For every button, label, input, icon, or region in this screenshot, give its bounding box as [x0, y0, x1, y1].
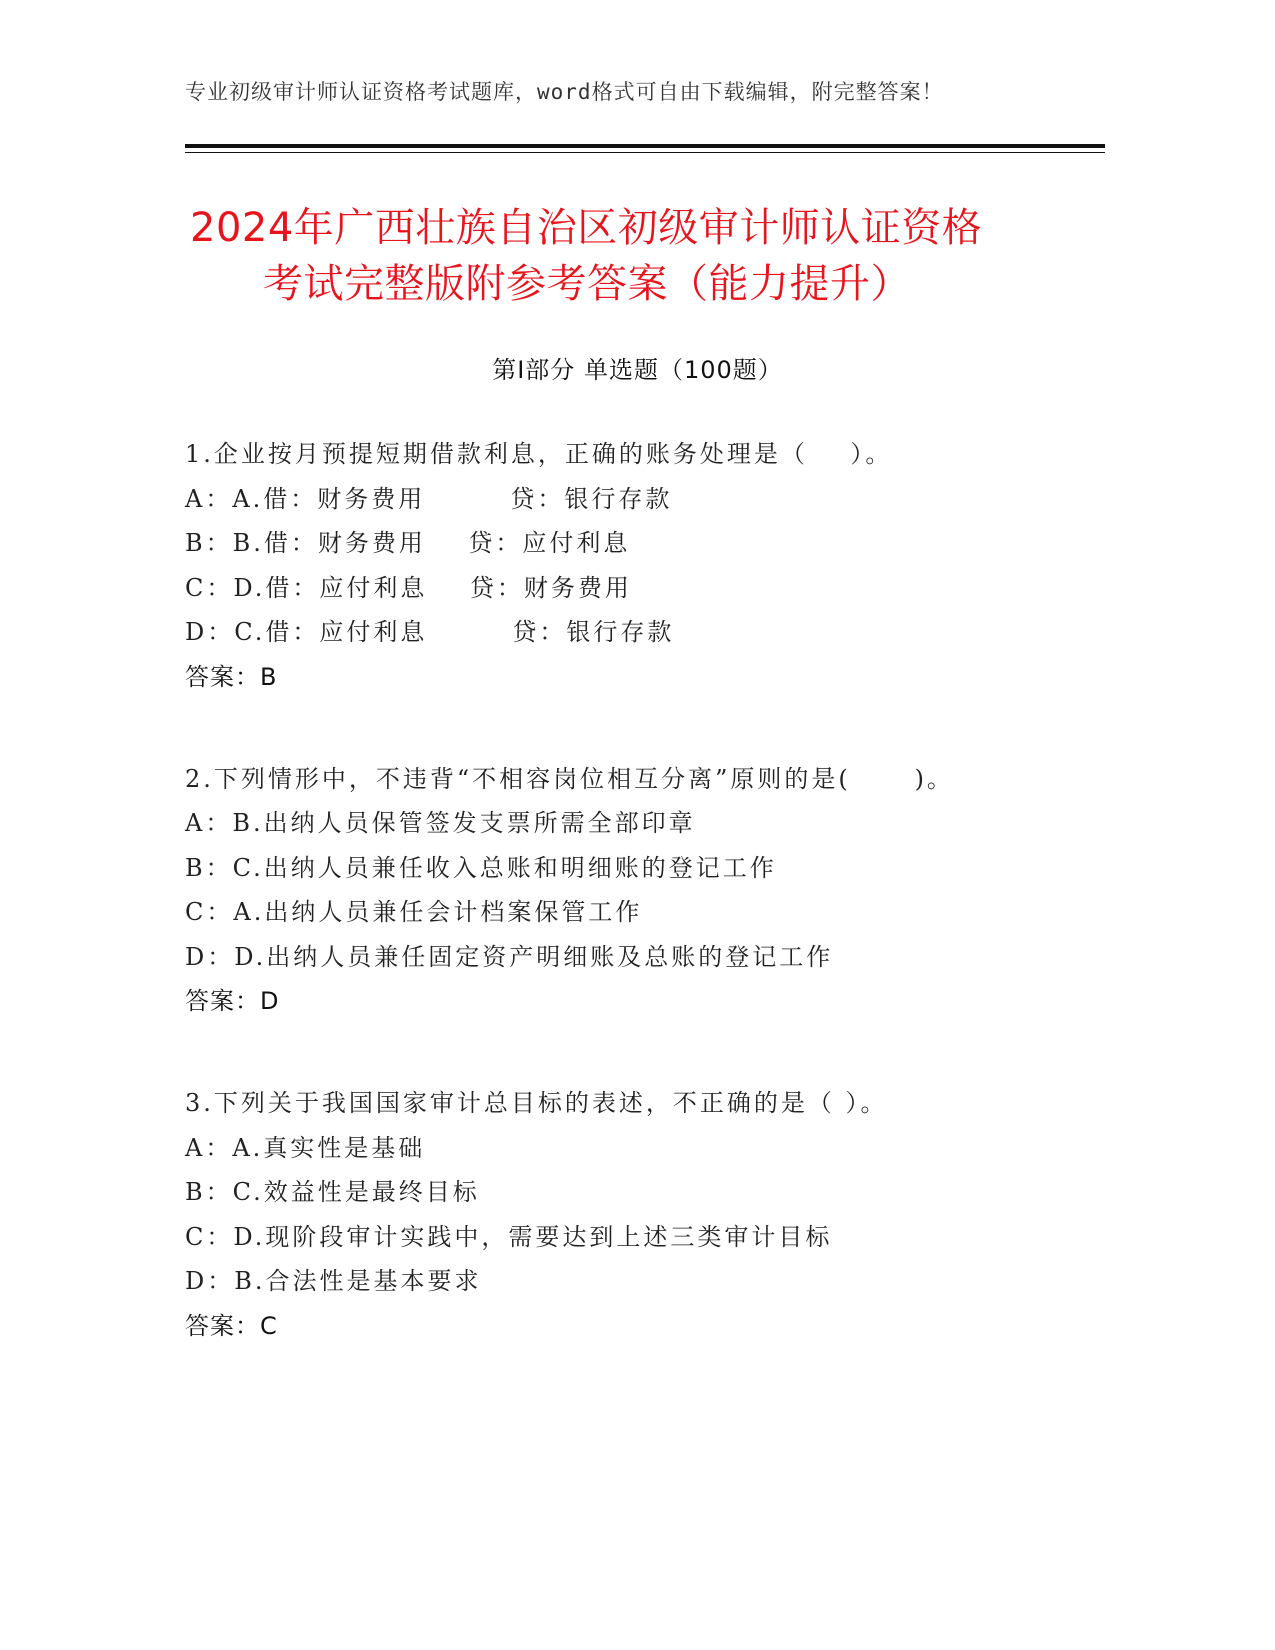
- question-stem: 3.下列关于我国国家审计总目标的表述，不正确的是（ ）。: [185, 1089, 888, 1117]
- question-1: [185, 432, 1105, 699]
- option-a: A：A.借：财务费用 贷：银行存款: [185, 484, 673, 513]
- answer-key: 答案：D: [185, 987, 280, 1015]
- section-title: 第Ⅰ部分 单选题（100题）: [492, 356, 783, 384]
- question-3: [185, 1081, 1105, 1348]
- document-title-line-1: 2024年广西壮族自治区初级审计师认证资格: [190, 205, 983, 251]
- header-rule-thin: [185, 152, 1105, 153]
- option-d: D：B.合法性是基本要求: [185, 1267, 482, 1295]
- option-c: C：A.出纳人员兼任会计档案保管工作: [185, 898, 643, 926]
- question-list: [185, 432, 1105, 1406]
- answer-key: 答案：C: [185, 1311, 278, 1340]
- header-rule-thick: [185, 144, 1105, 148]
- answer-key: 答案：B: [185, 662, 278, 691]
- question-2: [185, 757, 1105, 1024]
- question-stem: 1.企业按月预提短期借款利息，正确的账务处理是（ ）。: [185, 440, 893, 468]
- question-stem: 2.下列情形中，不违背“不相容岗位相互分离”原则的是( )。: [185, 764, 954, 793]
- option-b: B：C.效益性是最终目标: [185, 1178, 480, 1206]
- option-c: C：D.现阶段审计实践中，需要达到上述三类审计目标: [185, 1222, 833, 1251]
- option-a: A：A.真实性是基础: [185, 1133, 426, 1162]
- option-b: B：B.借：财务费用 贷：应付利息: [185, 529, 631, 557]
- document-title-line-2: 考试完整版附参考答案（能力提升）: [263, 261, 911, 307]
- option-d: D：D.出纳人员兼任固定资产明细账及总账的登记工作: [185, 942, 834, 971]
- option-c: C：D.借：应付利息 贷：财务费用: [185, 573, 632, 602]
- header-note: 专业初级审计师认证资格考试题库，word格式可自由下载编辑，附完整答案！: [185, 80, 944, 104]
- option-b: B：C.出纳人员兼任收入总账和明细账的登记工作: [185, 853, 777, 882]
- option-d: D：C.借：应付利息 贷：银行存款: [185, 618, 675, 646]
- option-a: A：B.出纳人员保管签发支票所需全部印章: [185, 809, 696, 837]
